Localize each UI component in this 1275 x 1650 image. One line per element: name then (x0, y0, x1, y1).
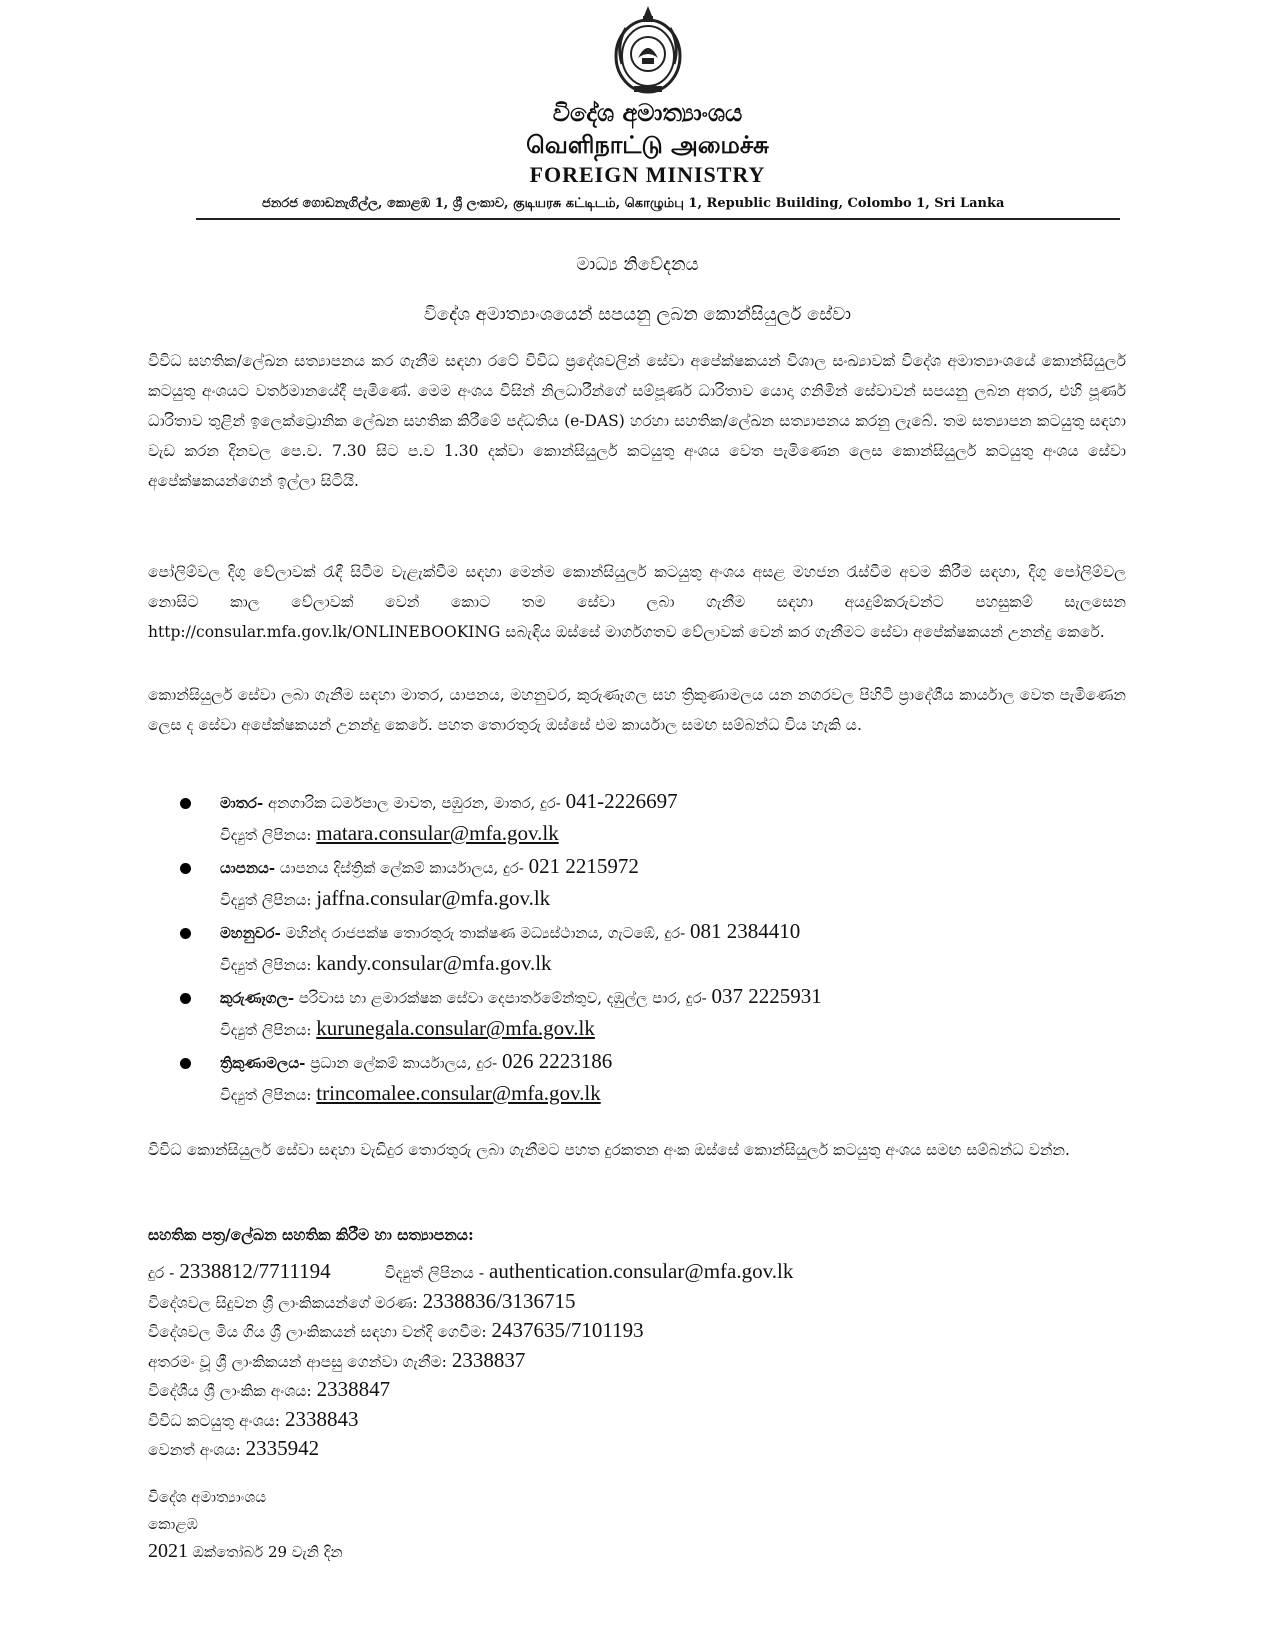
signature-block (148, 1484, 343, 1566)
state-emblem-icon (612, 4, 684, 96)
office-name: මහනුවර- (220, 924, 281, 942)
office-email: jaffna.consular@mfa.gov.lk (316, 886, 551, 910)
regional-offices-list (180, 786, 1120, 1111)
phone-label: දුර - (148, 1264, 180, 1282)
document-type: මාධ්‍ය නිවේදනය (576, 254, 699, 275)
bullet-icon (180, 1058, 191, 1069)
contact-line-authentication (148, 1258, 1128, 1288)
email-label: විද්‍යුත් ලිපිනය: (220, 826, 317, 844)
contact-line (148, 1376, 1128, 1406)
office-address: මහින්ද රාජපක්ෂ තොරතුරු තාක්ෂණ මධ්‍යස්ථානය, ගැටඹේ, දුර- (280, 924, 691, 942)
office-email: kandy.consular@mfa.gov.lk (316, 951, 552, 975)
paragraph-2: පෝලිම්වල දිගු වේලාවක් රැඳී සිටීම වැළැක්වීම සඳහා මෙන්ම කොන්සියුලර් කටයුතු අංශය අසළ මහජන රැස්වීම අවම කිරීම සඳහා, දිගු පෝලිම්වල නොසිට කාල වේලාවක් වෙන් කොට තම සේවා ලබා ගැනීම සඳහා අයදුම්කරුවන්ට පහසුකම් සැලසෙන http://consular.mfa.gov.lk/ONLINEBOOKING සබැඳිය ඔස්සේ මාර්ගගතව වේලාවක් වෙන් කර ගැනීමට සේවා අපේක්ෂකයන් උනන්දු කෙරේ. (148, 563, 1126, 641)
contact-line (148, 1406, 1128, 1436)
contact-label: අතරමං වූ ශ්‍රී ලාංකිකයන් ආපසු ගෙන්වා ගැනීම: (148, 1352, 452, 1371)
email-label: විද්‍යුත් ලිපිනය: (220, 1086, 317, 1104)
office-address: අනගාරික ධර්මපාල මාවත, පඹුරන, මාතර, දුර- (263, 794, 566, 812)
bullet-icon (180, 993, 191, 1004)
office-item-kandy (180, 916, 1120, 980)
contact-line (148, 1347, 1128, 1377)
contact-value: 2437635/7101193 (491, 1318, 644, 1342)
office-name: මාතර- (220, 794, 264, 812)
contacts-list (148, 1258, 1128, 1465)
authentication-email: authentication.consular@mfa.gov.lk (489, 1259, 794, 1283)
office-item-kurunegala (180, 981, 1120, 1045)
office-email-link[interactable]: matara.consular@mfa.gov.lk (316, 821, 559, 845)
paragraph-4: විවිධ කොන්සියුලර් සේවා සඳහා වැඩිදුර තොරතුරු ලබා ගැනීමට පහත දුරකතන අංක ඔස්සේ කොන්සියුලර් කටයුතු අංශය සමඟ සම්බන්ධ වන්න. (148, 1141, 1070, 1159)
contacts-heading: සහතික පත්‍ර/ලේඛන සහතික කිරීම හා සත්‍යාපනය: (148, 1225, 474, 1244)
office-email-link[interactable]: kurunegala.consular@mfa.gov.lk (316, 1016, 595, 1040)
paragraph-1: විවිධ සහතික/ලේඛන සත්‍යාපනය කර ගැනීම සඳහා රටේ විවිධ ප්‍රදේශවලින් සේවා අපේක්ෂකයන් විශාල සංඛ්‍යාවක් විදේශ අමාත්‍යාංශයේ කොන්සියුලර් කටයුතු අංශයට වර්තමානයේදී පැමිණේ. මෙම අංශය විසින් නිලධාරීන්ගේ සම්පූර්ණ ධාරිතාව යොදා ගනිමින් සේවාවන් සපයනු ලබන අතර, එහි පූර්ණ ධාරිතාව තුළින් ඉලෙක්ට්‍රොනික ලේඛන සහතික කිරීමේ පද්ධතිය (e-DAS) හරහා සහතික/ලේඛන සත්‍යාපනය කරනු ලැබේ. තම සත්‍යාපන කටයුතු සඳහා වැඩ කරන දිනවල පෙ.ව. 7.30 සිට ප.ව 1.30 දක්වා කොන්සියුලර් කටයුතු අංශය වෙත පැමිණෙන ලෙස කොන්සියුලර් කටයුතු අංශය සේවා අපේක්ෂකයන්ගෙන් ඉල්ලා සිටියි. (148, 352, 1126, 490)
email-label: විද්‍යුත් ලිපිනය: (220, 1021, 317, 1039)
email-label: විද්‍යුත් ලිපිනය: (220, 891, 317, 909)
ministry-name-tamil: வெளிநாட்டு அமைச்சு (526, 130, 769, 159)
contact-line (148, 1317, 1128, 1347)
office-address: පරිවාස හා ළමාරක්ෂක සේවා දෙපාර්තමේන්තුව, දඹුල්ල පාර, දුර- (294, 989, 712, 1007)
document-title: විදේශ අමාත්‍යාංශයෙන් සපයනු ලබන කොන්සියුලර් සේවා (423, 304, 852, 325)
email-label: විද්‍යුත් ලිපිනය - (384, 1264, 490, 1282)
phone-value: 2338812/7711194 (179, 1259, 331, 1283)
date-year: 2021 (148, 1540, 188, 1562)
contact-label: වෙනත් අංශය: (148, 1441, 246, 1459)
ministry-name-english: FOREIGN MINISTRY (529, 162, 766, 187)
signature-org: විදේශ අමාත්‍යාංශය (148, 1488, 267, 1506)
date-text: ඔක්තෝබර් 29 වැනි දින (188, 1543, 343, 1561)
bullet-icon (180, 798, 191, 809)
bullet-icon (180, 928, 191, 939)
paragraph-3: කොන්සියුලර් සේවා ලබා ගැනීම සඳහා මාතර, යාපනය, මහනුවර, කුරුණෑගල සහ ත්‍රිකුණාමලය යන නගරවල පිහිටි ප්‍රාදේශීය කාර්යාල වෙත පැමිණෙන ලෙස ද සේවා අපේක්ෂකයන් උනන්දු කෙරේ. පහත තොරතුරු ඔස්සේ එම කාර්යාල සමඟ සම්බන්ධ විය හැකි ය. (148, 686, 1126, 734)
signature-date (148, 1538, 343, 1566)
contact-value: 2335942 (245, 1436, 320, 1460)
contact-value: 2338836/3136715 (422, 1288, 576, 1313)
office-name: කුරුණෑගල- (220, 989, 295, 1007)
contact-value: 2338837 (451, 1347, 526, 1372)
letterhead-divider (196, 218, 1120, 220)
contact-line (148, 1288, 1128, 1318)
ministry-name-sinhala: විදේශ අමාත්‍යාංශය (552, 98, 743, 127)
letterhead-address: ජනරජ ගොඩනැගිල්ල, කොළඹ 1, ශ්‍රී ලංකාව, குடியரசு கட்டிடம், கொழும்பு 1, Republic Building, Colombo 1, Sri Lanka (262, 196, 1005, 211)
office-phone: 037 2225931 (711, 984, 822, 1008)
office-phone: 026 2223186 (501, 1049, 613, 1073)
office-phone: 021 2215972 (528, 854, 639, 878)
office-name: යාපනය- (220, 859, 276, 877)
office-item-jaffna (180, 851, 1120, 915)
email-label: විද්‍යුත් ලිපිනය: (220, 956, 317, 974)
contact-label: විදේශීය ශ්‍රී ලාංකික අංශය: (148, 1382, 317, 1400)
signature-city: කොළඹ (148, 1515, 198, 1533)
contact-line (148, 1435, 1128, 1465)
office-address: යාපනය දිස්ත්‍රික් ලේකම් කාර්යාලය, දුර- (275, 859, 529, 877)
office-name: ත්‍රිකුණාමලය- (220, 1054, 306, 1072)
contact-label: විදේශවල සිදුවන ශ්‍රී ලාංකිකයන්ගේ මරණ: (148, 1293, 423, 1312)
office-phone: 081 2384410 (690, 919, 801, 943)
office-phone: 041-2226697 (565, 789, 678, 813)
office-item-matara (180, 786, 1120, 850)
contact-label: විවිධ කටයුතු අංශය: (148, 1411, 285, 1430)
office-email-link[interactable]: trincomalee.consular@mfa.gov.lk (316, 1081, 601, 1105)
contact-label: විදේශවල මිය ගිය ශ්‍රී ලාංකිකයන් සඳහා වන්දි ගෙවීම: (148, 1323, 492, 1341)
office-address: ප්‍රධාන ලේකම් කාර්යාලය, දුර- (305, 1054, 502, 1072)
contact-value: 2338847 (316, 1377, 391, 1401)
contact-value: 2338843 (284, 1406, 359, 1431)
office-item-trincomalee (180, 1046, 1120, 1110)
bullet-icon (180, 863, 191, 874)
